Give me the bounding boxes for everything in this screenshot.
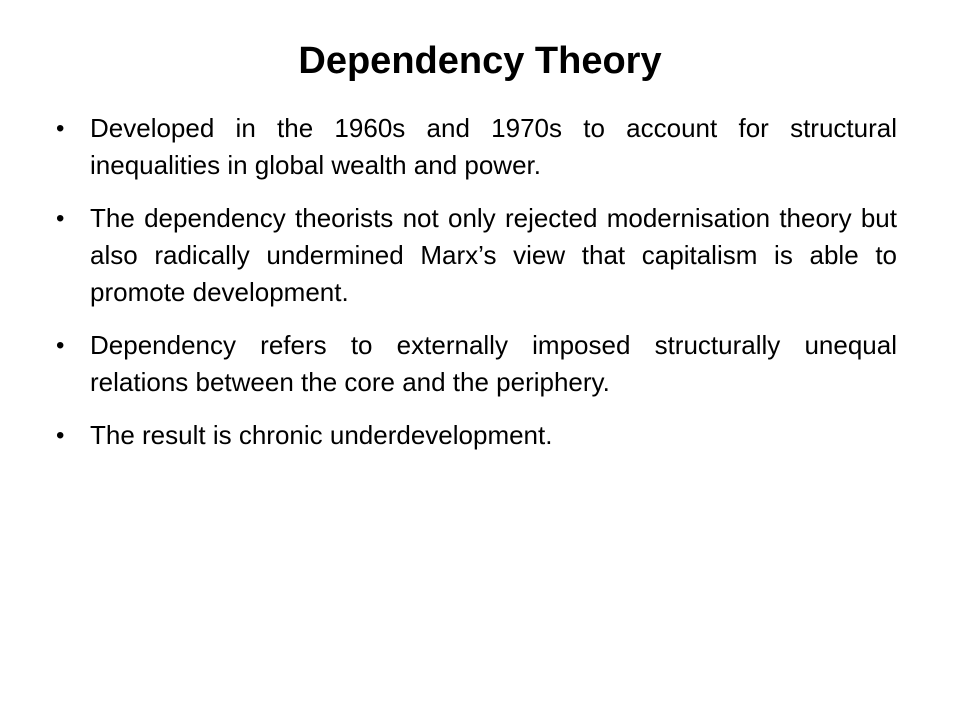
bullet-marker: • — [56, 332, 65, 359]
bullet-item — [52, 110, 897, 184]
bullet-marker: • — [56, 205, 65, 232]
bullet-item — [52, 200, 897, 311]
bullet-text: The dependency theorists not only rejected modernisation theory but also radically undermined Marx’s view that capitalism is able to promote development. — [90, 203, 897, 307]
bullet-text: Developed in the 1960s and 1970s to account for structural inequalities in global wealth and power. — [90, 113, 897, 180]
slide-title: Dependency Theory — [298, 40, 662, 82]
bullet-list — [52, 110, 897, 470]
bullet-marker: • — [56, 422, 65, 449]
bullet-item — [52, 417, 897, 454]
bullet-text: The result is chronic underdevelopment. — [90, 420, 553, 450]
bullet-marker: • — [56, 115, 65, 142]
bullet-item — [52, 327, 897, 401]
bullet-text: Dependency refers to externally imposed structurally unequal relations between the core and the periphery. — [90, 330, 897, 397]
